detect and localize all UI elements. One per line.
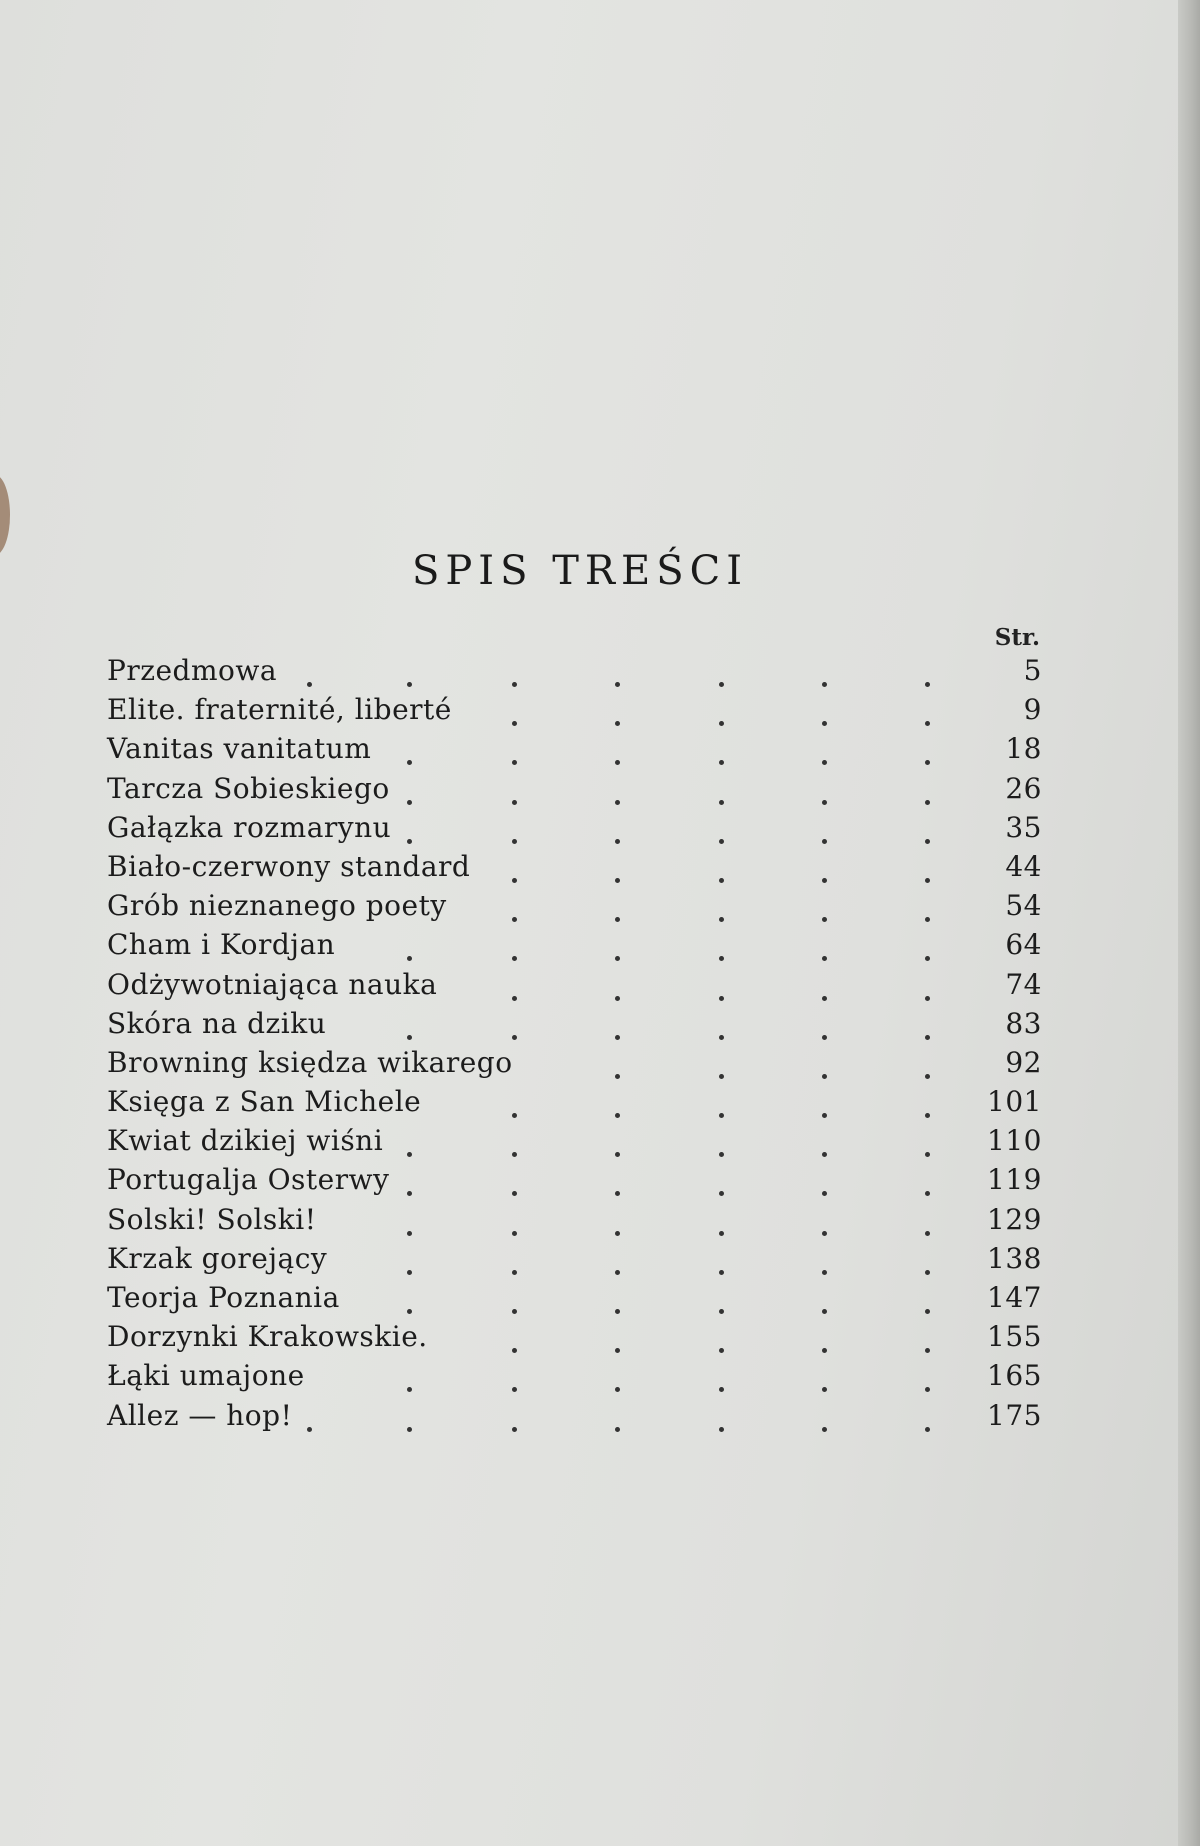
dot-leader: [822, 1113, 827, 1118]
dot-leader: [512, 1113, 517, 1118]
dot-leader: [512, 1035, 517, 1040]
entry-page: 35: [1005, 810, 1042, 844]
toc-entry: [107, 1357, 1042, 1396]
dot-leader: [407, 1270, 412, 1275]
dot-leader: [307, 1427, 312, 1432]
toc-entry: [107, 691, 1042, 730]
dot-leader: [512, 1231, 517, 1236]
dot-leader: [407, 839, 412, 844]
dot-leader: [719, 1231, 724, 1236]
dot-leader: [719, 839, 724, 844]
toc-entry: [107, 1279, 1042, 1318]
dot-leader: [512, 996, 517, 1001]
dot-leader: [822, 956, 827, 961]
entry-title: Krzak gorejący: [107, 1241, 328, 1275]
entry-title: Księga z San Michele: [107, 1085, 422, 1119]
dot-leader: [822, 1191, 827, 1196]
entry-page: 44: [1005, 849, 1042, 883]
entry-title: Kwiat dzikiej wiśni: [107, 1124, 384, 1158]
dot-leader: [719, 996, 724, 1001]
dot-leader: [307, 682, 312, 687]
dot-leader: [719, 917, 724, 922]
entry-page: 83: [1005, 1006, 1042, 1040]
dot-leader: [925, 1074, 930, 1079]
entry-title: Portugalja Osterwy: [107, 1163, 390, 1197]
page-edge: [1178, 0, 1200, 1846]
dot-leader: [407, 1152, 412, 1157]
dot-leader: [822, 760, 827, 765]
dot-leader: [925, 996, 930, 1001]
dot-leader: [925, 682, 930, 687]
toc-entry: [107, 730, 1042, 769]
entry-page: 129: [987, 1202, 1042, 1236]
entry-title: Allez — hop!: [107, 1398, 293, 1432]
dot-leader: [512, 1270, 517, 1275]
dot-leader: [615, 1309, 620, 1314]
toc-entry: [107, 1161, 1042, 1200]
dot-leader: [925, 800, 930, 805]
dot-leader: [822, 1427, 827, 1432]
dot-leader: [719, 1191, 724, 1196]
dot-leader: [512, 1152, 517, 1157]
entry-page: 101: [987, 1085, 1042, 1119]
entry-title: Solski! Solski!: [107, 1202, 317, 1236]
dot-leader: [822, 1074, 827, 1079]
entry-title: Cham i Kordjan: [107, 928, 336, 962]
dot-leader: [822, 721, 827, 726]
toc-entry: [107, 1397, 1042, 1436]
entry-page: 54: [1005, 889, 1042, 923]
dot-leader: [512, 1387, 517, 1392]
dot-leader: [512, 956, 517, 961]
dot-leader: [615, 1270, 620, 1275]
dot-leader: [615, 1152, 620, 1157]
dot-leader: [719, 1387, 724, 1392]
dot-leader: [925, 1427, 930, 1432]
entry-title: Vanitas vanitatum: [107, 732, 372, 766]
dot-leader: [822, 1270, 827, 1275]
dot-leader: [719, 682, 724, 687]
dot-leader: [822, 917, 827, 922]
entry-title: Odżywotniająca nauka: [107, 967, 438, 1001]
dot-leader: [822, 1231, 827, 1236]
dot-leader: [512, 800, 517, 805]
dot-leader: [615, 839, 620, 844]
dot-leader: [719, 1074, 724, 1079]
toc-entry: [107, 1044, 1042, 1083]
entry-title: Skóra na dziku: [107, 1006, 327, 1040]
dot-leader: [822, 839, 827, 844]
entry-page: 26: [1005, 771, 1042, 805]
entry-page: 64: [1005, 928, 1042, 962]
table-of-contents: [107, 652, 1042, 1436]
dot-leader: [822, 682, 827, 687]
dot-leader: [925, 956, 930, 961]
toc-entry: [107, 1122, 1042, 1161]
dot-leader: [719, 1427, 724, 1432]
dot-leader: [615, 1427, 620, 1432]
dot-leader: [925, 1270, 930, 1275]
toc-entry: [107, 1201, 1042, 1240]
toc-entry: [107, 652, 1042, 691]
dot-leader: [407, 1231, 412, 1236]
entry-page: 175: [987, 1398, 1042, 1432]
toc-entry: [107, 1318, 1042, 1357]
dot-leader: [615, 1035, 620, 1040]
dot-leader: [925, 1152, 930, 1157]
dot-leader: [925, 1035, 930, 1040]
entry-title: Browning księdza wikarego: [107, 1045, 513, 1079]
dot-leader: [719, 1270, 724, 1275]
dot-leader: [615, 1191, 620, 1196]
dot-leader: [615, 1231, 620, 1236]
dot-leader: [615, 878, 620, 883]
entry-title: Grób nieznanego poety: [107, 889, 447, 923]
dot-leader: [822, 1035, 827, 1040]
toc-entry: [107, 1240, 1042, 1279]
dot-leader: [719, 1309, 724, 1314]
entry-title: Łąki umajone: [107, 1359, 305, 1393]
entry-title: Dorzynki Krakowskie.: [107, 1320, 428, 1354]
dot-leader: [512, 682, 517, 687]
dot-leader: [615, 996, 620, 1001]
dot-leader: [512, 721, 517, 726]
entry-title: Przedmowa: [107, 654, 278, 687]
entry-page: 138: [987, 1241, 1042, 1275]
dot-leader: [615, 721, 620, 726]
toc-entry: [107, 926, 1042, 965]
dot-leader: [925, 1387, 930, 1392]
entry-page: 155: [987, 1320, 1042, 1354]
dot-leader: [615, 917, 620, 922]
dot-leader: [407, 1191, 412, 1196]
dot-leader: [615, 956, 620, 961]
dot-leader: [407, 1035, 412, 1040]
toc-entry: [107, 966, 1042, 1005]
entry-title: Biało-czerwony standard: [107, 849, 471, 883]
dot-leader: [512, 760, 517, 765]
dot-leader: [822, 878, 827, 883]
dot-leader: [407, 1387, 412, 1392]
entry-page: 9: [1023, 693, 1042, 727]
entry-page: 110: [987, 1124, 1042, 1158]
entry-page: 5: [1023, 654, 1042, 687]
dot-leader: [512, 917, 517, 922]
dot-leader: [407, 1309, 412, 1314]
page-title: SPIS TREŚCI: [411, 548, 749, 594]
entry-page: 119: [987, 1163, 1042, 1197]
dot-leader: [719, 1348, 724, 1353]
toc-entry: [107, 1005, 1042, 1044]
dot-leader: [925, 760, 930, 765]
entry-page: 165: [987, 1359, 1042, 1393]
dot-leader: [719, 760, 724, 765]
dot-leader: [407, 760, 412, 765]
dot-leader: [615, 800, 620, 805]
dot-leader: [407, 800, 412, 805]
entry-title: Teorja Poznania: [107, 1281, 340, 1314]
entry-title: Tarcza Sobieskiego: [107, 771, 390, 805]
entry-title: Elite. fraternité, liberté: [107, 693, 452, 727]
dot-leader: [822, 1309, 827, 1314]
dot-leader: [615, 682, 620, 687]
dot-leader: [407, 1427, 412, 1432]
dot-leader: [925, 1309, 930, 1314]
dot-leader: [719, 878, 724, 883]
entry-page: 147: [987, 1281, 1042, 1314]
dot-leader: [822, 800, 827, 805]
dot-leader: [925, 1113, 930, 1118]
dot-leader: [719, 1035, 724, 1040]
entry-page: 18: [1005, 732, 1042, 766]
dot-leader: [925, 1191, 930, 1196]
dot-leader: [615, 1074, 620, 1079]
toc-entry: [107, 1083, 1042, 1122]
dot-leader: [615, 1113, 620, 1118]
dot-leader: [719, 1113, 724, 1118]
dot-leader: [407, 682, 412, 687]
dot-leader: [925, 878, 930, 883]
dot-leader: [925, 917, 930, 922]
dot-leader: [719, 721, 724, 726]
entry-page: 74: [1005, 967, 1042, 1001]
dot-leader: [925, 839, 930, 844]
dot-leader: [719, 956, 724, 961]
entry-page: 92: [1005, 1045, 1042, 1079]
toc-entry: [107, 887, 1042, 926]
dot-leader: [407, 956, 412, 961]
toc-entry: [107, 770, 1042, 809]
dot-leader: [512, 1309, 517, 1314]
dot-leader: [719, 1152, 724, 1157]
page-column-label: Str.: [994, 624, 1040, 651]
dot-leader: [512, 1427, 517, 1432]
dot-leader: [822, 1387, 827, 1392]
toc-entry: [107, 848, 1042, 887]
dot-leader: [925, 1231, 930, 1236]
dot-leader: [822, 996, 827, 1001]
entry-title: Gałązka rozmarynu: [107, 810, 392, 844]
dot-leader: [615, 1387, 620, 1392]
dot-leader: [512, 1191, 517, 1196]
dot-leader: [615, 1348, 620, 1353]
dot-leader: [925, 721, 930, 726]
dot-leader: [925, 1348, 930, 1353]
dot-leader: [512, 1348, 517, 1353]
dot-leader: [822, 1152, 827, 1157]
dot-leader: [719, 800, 724, 805]
dot-leader: [512, 839, 517, 844]
dot-leader: [512, 878, 517, 883]
dot-leader: [822, 1348, 827, 1353]
toc-entry: [107, 809, 1042, 848]
dot-leader: [615, 760, 620, 765]
